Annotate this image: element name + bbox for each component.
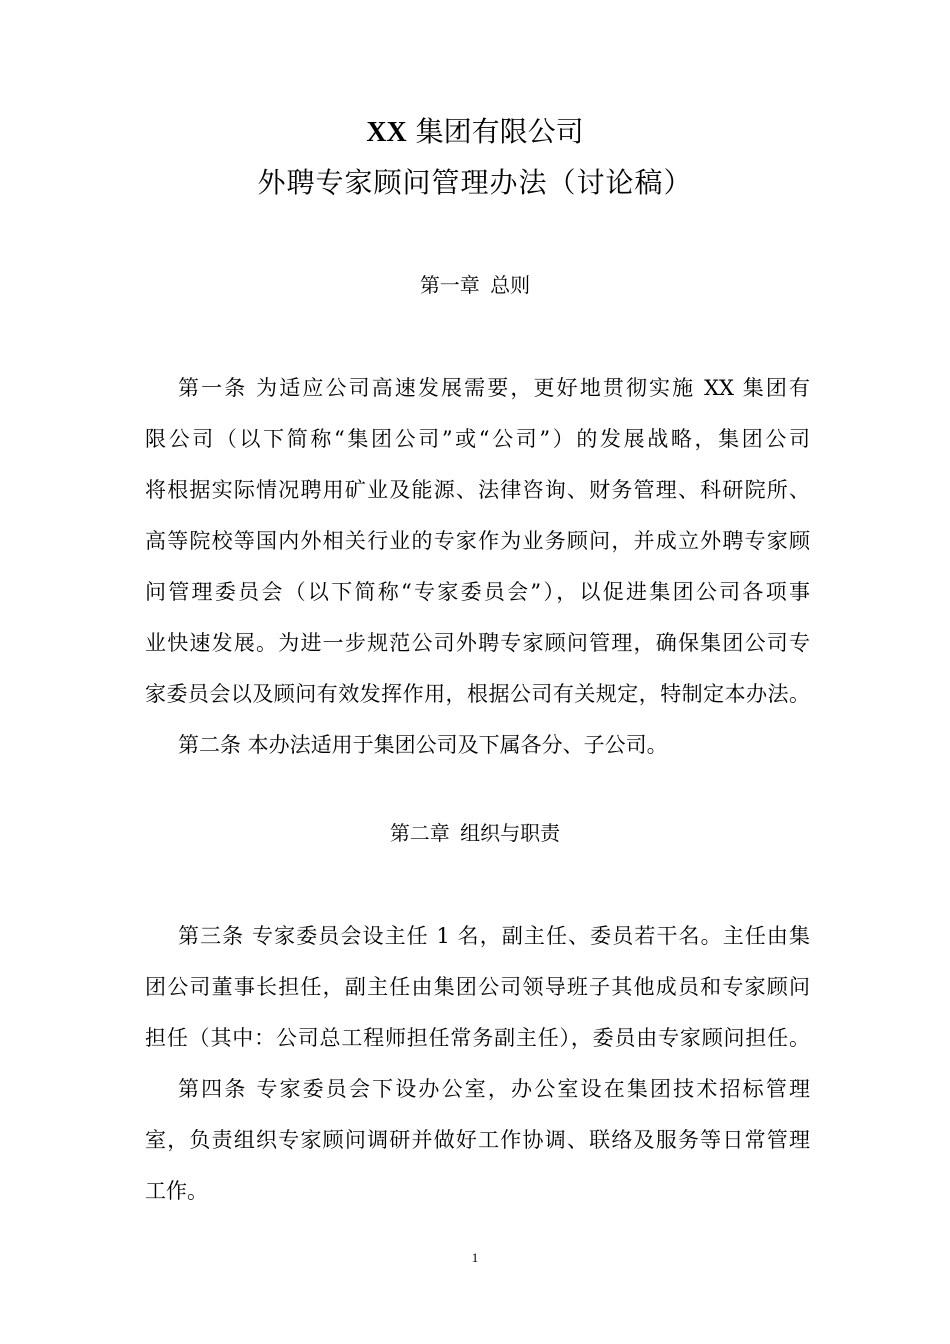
body-line: 第四条 专家委员会下设办公室，办公室设在集团技术招标管理 <box>178 1077 810 1101</box>
body-line: 问管理委员会（以下简称“专家委员会”），以促进集团公司各项事 <box>145 580 810 604</box>
body-line: 工作。 <box>145 1179 208 1203</box>
body-line: 高等院校等国内外相关行业的专家作为业务顾问，并成立外聘专家顾 <box>145 529 810 553</box>
page-number: 1 <box>471 1250 479 1265</box>
title-company-name: 集团有限公司 <box>406 115 584 148</box>
body-line: 第三条 专家委员会设主任 1 名，副主任、委员若干名。主任由集 <box>178 924 810 948</box>
document-title-line-2: 外聘专家顾问管理办法（讨论稿） <box>257 166 693 199</box>
body-line: 担任（其中：公司总工程师担任常务副主任），委员由专家顾问担任。 <box>145 1026 810 1050</box>
body-line: 第二条 本办法适用于集团公司及下属各分、子公司。 <box>178 733 668 757</box>
body-line: 团公司董事长担任，副主任由集团公司领导班子其他成员和专家顾问 <box>145 975 810 999</box>
chapter-1-body <box>145 368 810 776</box>
body-line: 室，负责组织专家顾问调研并做好工作协调、联络及服务等日常管理 <box>145 1128 810 1152</box>
chapter-2-heading: 第二章 组织与职责 <box>389 821 561 845</box>
document-title-line-1 <box>0 112 950 153</box>
chapter-1-heading: 第一章 总则 <box>419 273 531 297</box>
body-line: 家委员会以及顾问有效发挥作用，根据公司有关规定，特制定本办法。 <box>145 682 810 706</box>
body-line: 将根据实际情况聘用矿业及能源、法律咨询、财务管理、科研院所、 <box>145 478 810 502</box>
chapter-2-body <box>145 916 810 1222</box>
body-line: 第一条 为适应公司高速发展需要，更好地贯彻实施 XX 集团有 <box>178 376 810 400</box>
title-company-code: XX <box>366 117 407 148</box>
body-line: 限公司（以下简称“集团公司”或“公司”）的发展战略，集团公司 <box>145 427 810 451</box>
body-line: 业快速发展。为进一步规范公司外聘专家顾问管理，确保集团公司专 <box>145 631 810 655</box>
